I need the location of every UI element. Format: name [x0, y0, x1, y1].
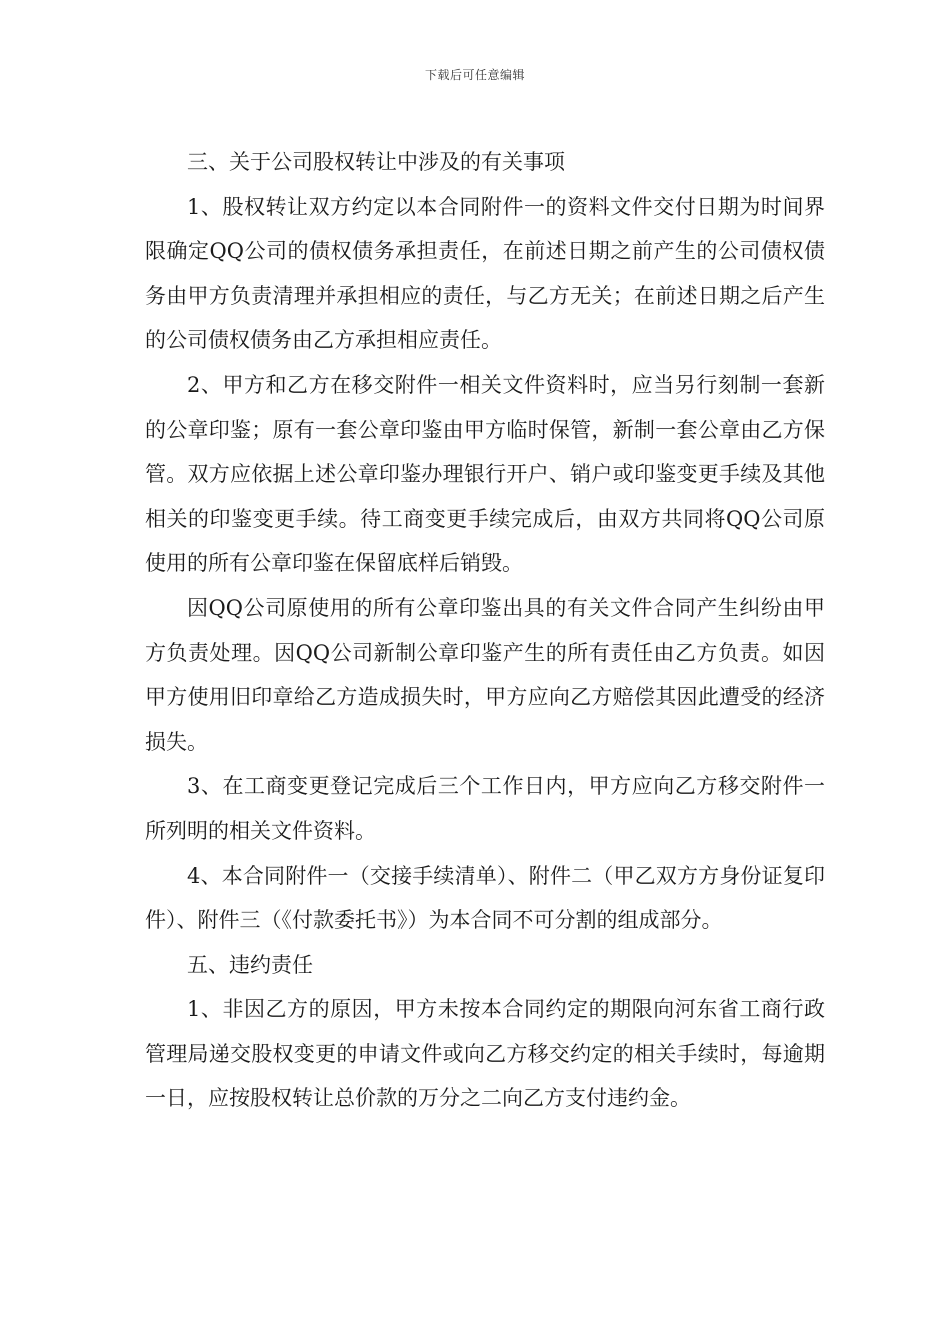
- section-heading-3: 三、关于公司股权转让中涉及的有关事项: [187, 150, 565, 174]
- clause-3-1: 1、股权转让双方约定以本合同附件一的资料文件交付日期为时间界限确定QQ公司的债权债务承担责任，在前述日期之前产生的公司债权债务由甲方负责清理并承担相应的责任，与乙方无关；在前述日期之后产生的公司债权债务由乙方承担相应责任。: [145, 194, 825, 353]
- clause-5-1: 1、非因乙方的原因，甲方未按本合同约定的期限向河东省工商行政管理局递交股权变更的申请文件或向乙方移交约定的相关手续时，每逾期一日，应按股权转让总价款的万分之二向乙方支付违约金。: [145, 997, 825, 1111]
- clause-3-4: 4、本合同附件一（交接手续清单）、附件二（甲乙双方方身份证复印件）、附件三（《付款委托书》）为本合同不可分割的组成部分。: [145, 863, 825, 933]
- document-body: [145, 140, 825, 1121]
- section-heading-5: 五、违约责任: [187, 952, 313, 977]
- clause-3-2-continued: 因QQ公司原使用的所有公章印鉴出具的有关文件合同产生纠纷由甲方负责处理。因QQ公司新制公章印鉴产生的所有责任由乙方负责。如因甲方使用旧印章给乙方造成损失时，甲方应向乙方赔偿其因此遭受的经济损失。: [145, 595, 825, 754]
- clause-3-2: 2、甲方和乙方在移交附件一相关文件资料时，应当另行刻制一套新的公章印鉴；原有一套公章印鉴由甲方临时保管，新制一套公章由乙方保管。双方应依据上述公章印鉴办理银行开户、销户或印鉴变更手续及其他相关的印鉴变更手续。待工商变更手续完成后，由双方共同将QQ公司原使用的所有公章印鉴在保留底样后销毁。: [145, 372, 825, 576]
- page-header: 下载后可任意编辑: [424, 68, 525, 82]
- clause-3-3: 3、在工商变更登记完成后三个工作日内，甲方应向乙方移交附件一所列明的相关文件资料。: [145, 774, 825, 843]
